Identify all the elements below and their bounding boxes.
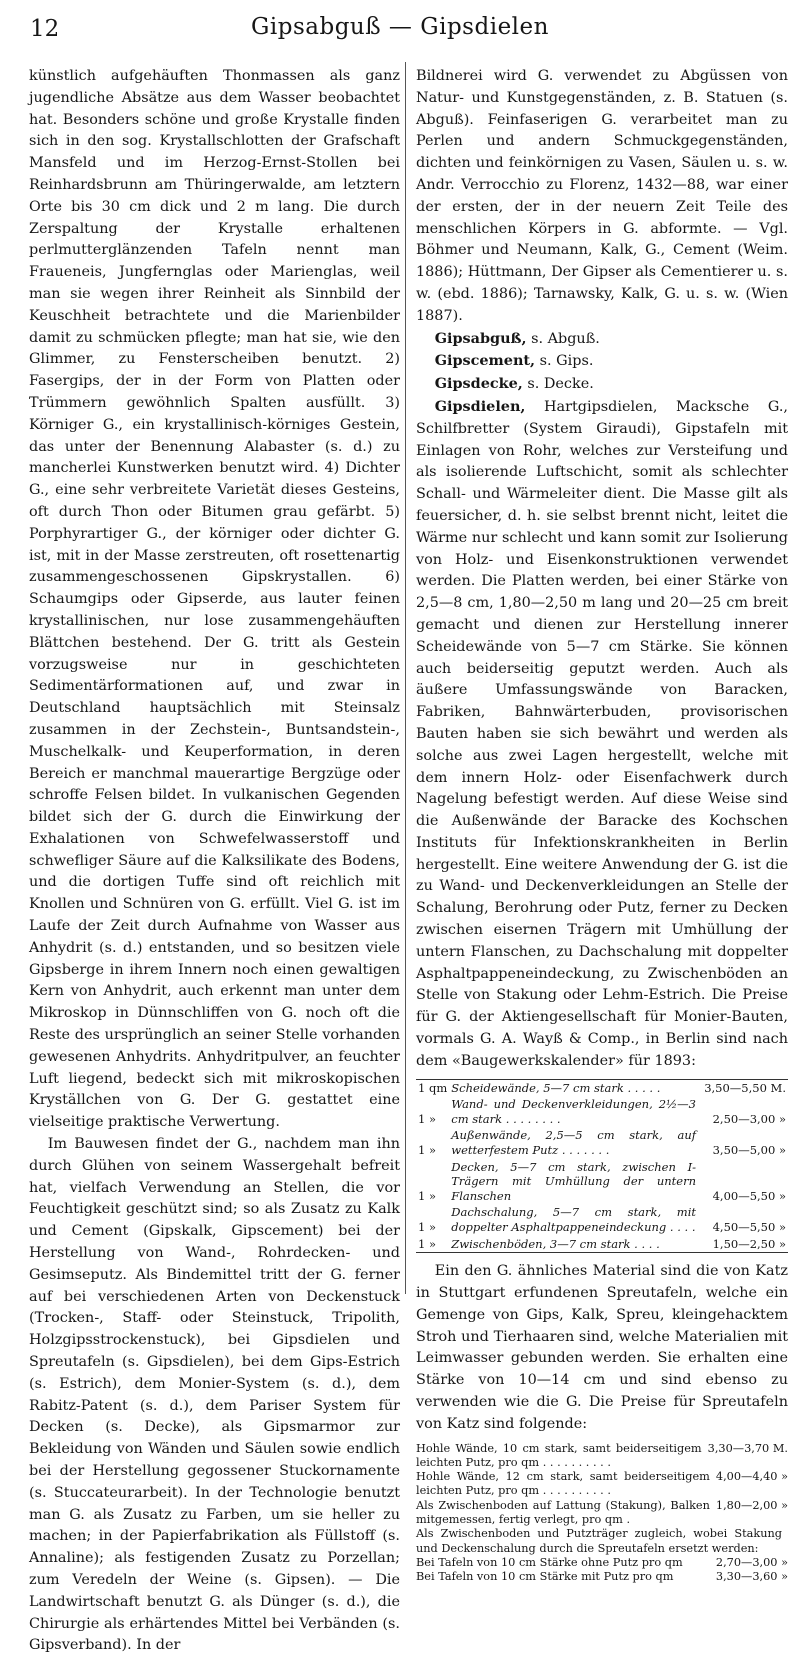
- left-paragraph-2: Im Bauwesen findet der G., nachdem man ihn durch Glühen von seinem Wassergehalt befreit hat, vielfach Verwendung an Stellen, die vor Feuchtigkeit geschützt sind; so als Zusatz zu Kalk und Cement (Gipskalk, Gipscement) bei der Herstellung von Wand-, Rohrdecken- und Gesimseputz. Als Bindemittel tritt der G. ferner auf bei verschiedenen Arten von Deckenstuck (Trocken-, Staff- oder Steinstuck, Tripolith, Holzgipsstrockenstuck), bei Gipsdielen und Spreutafeln (s. Gipsdielen), bei dem Gips-Estrich (s. Estrich), dem Monier-System (s. d.), dem Rabitz-Patent (s. d.), dem Pariser System für Decken (s. Decke), als Gipsmarmor zur Bekleidung von Wänden und Säulen sowie endlich bei der Herstellung gegossener Stuckornamente (s. Stuccateurarbeit). In der Technologie benutzt man G. als Zusatz zu Farben, um sie heller zu machen; in der Papierfabrikation als Füllstoff (s. Annaline); als festigenden Zusatz zu Porzellan; zum Veredeln der Weine (s. Gipsen). — Die Landwirtschaft benutzt G. als Dünger (s. d.), die Chirurgie als erhärtendes Mittel bei Verbänden (s. Gipsverband). In der: [29, 1136, 400, 1654]
- right-column: [416, 66, 788, 1585]
- list-item-text: Hohle Wände, 12 cm stark, samt beiderseitigem leichten Putz, pro qm . . . . . . . . . .: [416, 1470, 710, 1498]
- table-row: [416, 1236, 788, 1253]
- entry-text: Hartgipsdielen, Macksche G., Schilfbretter (System Giraudi), Gipstafeln mit Einlagen von Rohr, welches zur Versteifung und als isolierende Luftschicht, somit als schlechter Schall- und Wärmeleiter dient. Die Masse gilt als feuersicher, d. h. sie selbst brennt nicht, leitet die Wärme nur schlecht und kann somit zur Isolierung von Holz- und Eisenkonstruktionen verwendet werden. Die Platten werden, bei einer Stärke von 2,5—8 cm, 1,80—2,50 m lang und 20—25 cm breit gemacht und dienen zur Herstellung innerer Scheidewände von 5—7 cm Stärke. Sie können auch beiderseitig geputzt werden. Auch als äußere Umfassungswände von Baracken, Fabriken, Bahnwärterbuden, provisorischen Bauten haben sie sich bewährt und werden als solche aus zwei Lagen hergestellt, welche mit dem innern Holz- oder Eisenfachwerk durch Nagelung befestigt werden. Auf diese Weise sind die Außenwände der Baracke des Kochschen Instituts für Infektionskrankheiten in Berlin hergestellt. Eine weitere Anwendung der G. ist die zu Wand- und Deckenverkleidungen an Stelle der Schalung, Berohrung oder Putz, ferner zu Decken zwischen eisernen Trägern mit Umhüllung der untern Flanschen, zu Dachschalung mit doppelter Asphaltpappeneindeckung, zu Zwischenböden an Stelle von Stakung oder Lehm-Estrich. Die Preise für G. der Aktiengesellschaft für Monier-Bauten, vormals G. A. Wayß & Comp., in Berlin sind nach dem «Baugewerkskalender» für 1893:: [416, 398, 788, 1069]
- list-item-price: 1,80—2,00 »: [715, 1498, 788, 1512]
- column-divider: [405, 62, 406, 1294]
- entry-headword: Gipsdecke,: [434, 375, 523, 393]
- entry-gipsabguss: [416, 328, 788, 351]
- running-head: Gipsabguß — Gipsdielen: [251, 14, 549, 40]
- list-item-price: [782, 1527, 788, 1556]
- list-item: [416, 1570, 788, 1584]
- right-paragraph-spreutafeln: Ein den G. ähnliches Material sind die von Katz in Stuttgart erfundenen Spreutafeln, welche ein Gemenge von Gips, Kalk, Spreu, kleingehacktem Stroh und Tierhaaren sind, welche Materialien mit Leimwasser gebunden werden. Sie erhalten eine Stärke von 10—14 cm und sind ebenso zu verwenden wie die G. Die Preise für Spreutafeln von Katz sind folgende:: [416, 1263, 788, 1432]
- list-item-price: 2,70—3,00 »: [715, 1555, 788, 1569]
- price-table: [416, 1079, 788, 1254]
- left-paragraph-1: künstlich aufgehäuften Thonmassen als ganz jugendliche Absätze aus dem Wasser beobachtet hat. Besonders schöne und große Krystalle finden sich in den sog. Krystallschlotten der Grafschaft Mansfeld und im Herzog-Ernst-Stollen bei Reinhardsbrunn am Thüringerwalde, am letztern Orte bis 30 cm dick und 2 m lang. Die durch Zerspaltung der Krystalle erhaltenen perlmutterglänzenden Tafeln nennt man Fraueneis, Jungfernglas oder Marienglas, weil man sie wegen ihrer Reinheit als Sinnbild der Keuschheit betrachtete und die Marienbilder damit zu schmücken pflegte; man hat sie, wie den Glimmer, zu Fensterscheiben benutzt. 2) Fasergips, der in der Form von Platten oder Trümmern gewöhnlich Spalten ausfüllt. 3) Körniger G., ein krystallinisch-körniges Gestein, das unter der Benennung Alabaster (s. d.) zu mancherlei Kunstwerken benutzt wird. 4) Dichter G., eine sehr verbreitete Varietät dieses Gesteins, oft durch Thon oder Bitumen grau gefärbt. 5) Porphyrartiger G., der körniger oder dichter G. ist, mit in der Masse zerstreuten, oft rosettenartig zusammengeschossenen Gipskrystallen. 6) Schaumgips oder Gipserde, aus lauter feinen krystallinischen, nur lose zusammengehäuften Blättchen bestehend. Der G. tritt als Gestein vorzugsweise nur in geschichteten Sedimentärformationen auf, und zwar in Deutschland hauptsächlich mit Steinsalz zusammen in der Zechstein-, Buntsandstein-, Muschelkalk- und Keuperformation, in deren Bereich er manchmal mauerartige Bergzüge oder schroffe Felsen bildet. In vulkanischen Gegenden bildet sich der G. durch die Einwirkung der Exhalationen von Schwefelwasserstoff und schwefliger Säure auf die Kalksilikate des Bodens, und die dortigen Tuffe sind oft reichlich mit Knollen und Schnüren von G. erfüllt. Viel G. ist im Laufe der Zeit durch Aufnahme von Wasser aus Anhydrit (s. d.) entstanden, und so besitzen viele Gipsberge in ihrem Innern noch einen gewaltigen Kern von Anhydrit, auch erkennt man unter dem Mikroskop in Dünnschliffen von G. noch oft die Reste des ursprünglich an seiner Stelle vorhanden gewesenen Anhydrits. Anhydritpulver, an feuchter Luft liegend, bedeckt sich mit mikroskopischen Kryställchen von G. Der G. gestattet eine vielseitige praktische Verwertung.: [29, 68, 400, 1131]
- table-desc: Dachschalung, 5—7 cm stark, mit doppelter Asphaltpappeneindeckung . . . .: [451, 1205, 696, 1234]
- list-item-text: Als Zwischenboden und Putzträger zugleich, wobei Stakung und Deckenschalung durch die Spreutafeln ersetzt werden:: [416, 1527, 782, 1555]
- list-item-text: Bei Tafeln von 10 cm Stärke ohne Putz pro qm: [416, 1555, 683, 1569]
- table-price: 4,00—5,50 »: [712, 1188, 786, 1203]
- table-desc: Wand- und Deckenverkleidungen, 2½—3 cm stark . . . . . . . .: [451, 1097, 696, 1126]
- entry-text: s. Abguß.: [526, 330, 600, 347]
- table-price: 3,50—5,50 M.: [704, 1080, 786, 1095]
- table-desc: Außenwände, 2,5—5 cm stark, auf wetterfestem Putz . . . . . . .: [451, 1128, 696, 1158]
- list-item-price: 3,30—3,70 M.: [707, 1441, 788, 1455]
- entry-text: s. Decke.: [522, 376, 594, 393]
- entry-headword: Gipsdielen,: [434, 397, 526, 415]
- table-qty: 1 qm: [418, 1080, 448, 1095]
- list-item: [416, 1470, 788, 1499]
- entry-text: s. Gips.: [535, 353, 594, 370]
- list-item-price: 3,30—3,60 »: [715, 1570, 788, 1584]
- list-item: [416, 1499, 788, 1528]
- list-item: [416, 1527, 788, 1556]
- table-qty: 1 »: [418, 1236, 437, 1251]
- table-desc: Decken, 5—7 cm stark, zwischen I-Trägern mit Umhüllung der untern Flanschen: [451, 1159, 696, 1203]
- table-row: [416, 1204, 788, 1235]
- page-number: 12: [30, 16, 60, 42]
- table-row: [416, 1159, 788, 1205]
- table-price: 3,50—5,00 »: [712, 1143, 786, 1158]
- list-item-text: Bei Tafeln von 10 cm Stärke mit Putz pro qm: [416, 1570, 674, 1584]
- left-column: [29, 66, 400, 1657]
- table-desc: Scheidewände, 5—7 cm stark . . . . .: [451, 1080, 661, 1095]
- table-qty: 1 »: [418, 1220, 437, 1234]
- table-price: 2,50—3,00 »: [712, 1111, 786, 1126]
- entry-gipscement: [416, 350, 788, 373]
- spreutafeln-price-list: [416, 1442, 788, 1585]
- list-item: [416, 1442, 788, 1471]
- table-price: 4,50—5,50 »: [712, 1220, 786, 1234]
- list-item-price: 4,00—4,40 »: [715, 1470, 788, 1484]
- entry-headword: Gipscement,: [434, 352, 536, 370]
- entry-gipsdecke: [416, 373, 788, 396]
- table-row: [416, 1079, 788, 1096]
- list-item-text: Hohle Wände, 10 cm stark, samt beiderseitigem leichten Putz, pro qm . . . . . . . . . .: [416, 1441, 702, 1469]
- table-qty: 1 »: [418, 1143, 437, 1158]
- table-desc: Zwischenböden, 3—7 cm stark . . . .: [451, 1236, 660, 1251]
- entry-headword: Gipsabguß,: [434, 329, 527, 347]
- table-qty: 1 »: [418, 1188, 437, 1203]
- list-item-text: Als Zwischenboden auf Lattung (Stakung), Balken mitgemessen, fertig verlegt, pro qm .: [416, 1498, 710, 1527]
- table-qty: 1 »: [418, 1111, 437, 1126]
- table-row: [416, 1127, 788, 1158]
- table-row: [416, 1096, 788, 1127]
- table-price: 1,50—2,50 »: [712, 1236, 786, 1251]
- list-item: [416, 1556, 788, 1570]
- right-paragraph-1: Bildnerei wird G. verwendet zu Abgüssen von Natur- und Kunstgegenständen, z. B. Statuen (s. Abguß). Feinfaserigen G. verarbeitet man zu Perlen und andern Schmuckgegenständen, dichten und feinkörnigen zu Vasen, Säulen u. s. w. Andr. Verrocchio zu Florenz, 1432—88, war einer der ersten, der in der neuern Zeit Teile des menschlichen Körpers in G. abformte. — Vgl. Böhmer und Neumann, Kalk, G., Cement (Weim. 1886); Hüttmann, Der Gipser als Cementierer u. s. w. (ebd. 1886); Tarnawsky, Kalk, G. u. s. w. (Wien 1887).: [416, 68, 788, 324]
- entry-gipsdielen: [416, 396, 788, 1073]
